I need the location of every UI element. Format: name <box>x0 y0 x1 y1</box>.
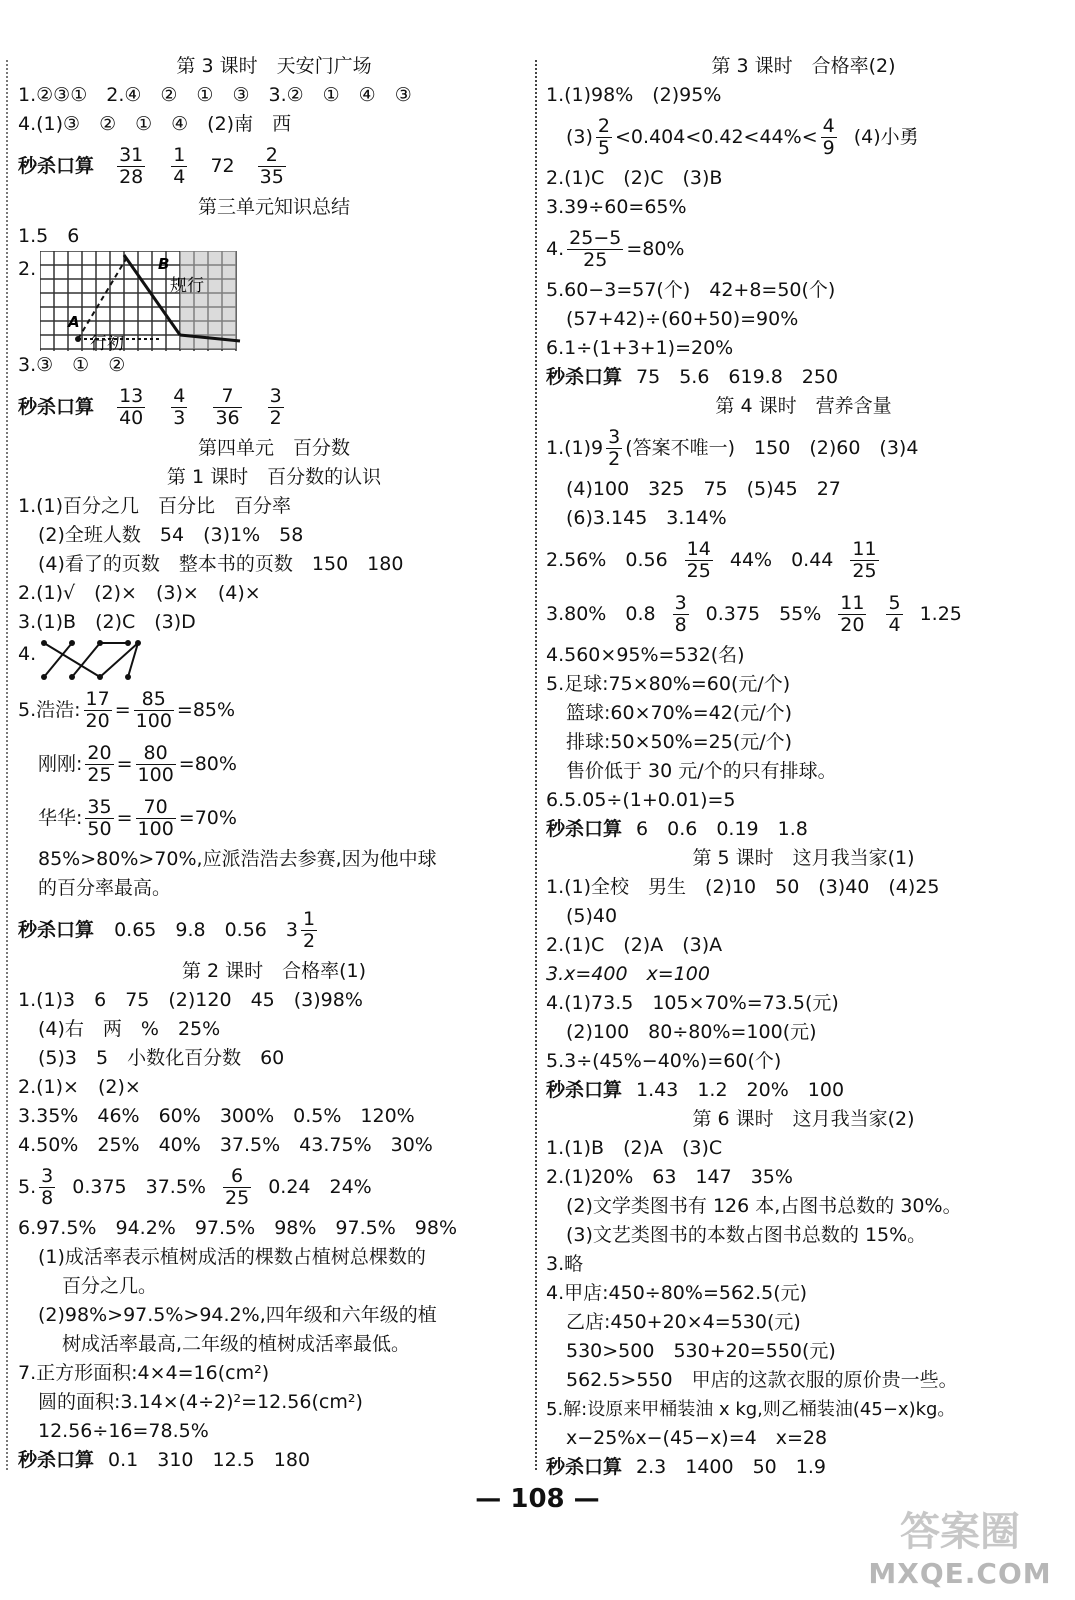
fraction: $\frac{31}{28}$ <box>119 144 144 188</box>
answer-line: (4)右 两 % 25% <box>38 1018 221 1040</box>
kousuan-line <box>18 380 530 434</box>
answer-line: 1.(1)B (2)A (3)C <box>546 1137 723 1159</box>
answer-line: 圆的面积:3.14×(4÷2)²=12.56(cm²) <box>38 1391 363 1413</box>
section-title: 第 4 课时 营养含量 <box>715 395 892 417</box>
kousuan-label: 秒杀口算 <box>18 155 95 177</box>
kousuan-line <box>18 139 530 193</box>
answer-line: 3.39÷60=65% <box>546 196 687 218</box>
fraction: $\frac{7}{36}$ <box>215 385 240 429</box>
answer-line: 5.足球:75×80%=60(元/个) <box>546 673 791 695</box>
kousuan-label: 秒杀口算 <box>546 366 623 388</box>
answer-line: 530>500 530+20=550(元) <box>566 1340 836 1362</box>
answer-line: (2)文学类图书有 126 本,占图书总数的 30%。 <box>566 1195 962 1217</box>
answer-line: 的百分率最高。 <box>38 877 172 899</box>
kousuan-label: 秒杀口算 <box>546 1456 623 1478</box>
kousuan-line: 秒杀口算 75 5.6 619.8 250 <box>546 366 839 388</box>
fraction: $\frac{13}{40}$ <box>119 385 144 429</box>
answer-line: (5)40 <box>566 905 618 927</box>
left-edge-dotted-line <box>6 60 8 1470</box>
fraction: $\frac{14}{25}$ <box>686 538 711 582</box>
answer-line: 5.浩浩: $\frac{17}{20}$ = $\frac{85}{100}$ =85% <box>18 688 236 732</box>
answer-line: 5. $\frac{3}{8}$ 0.375 37.5% $\frac{6}{25}$ 0.24 24% <box>18 1165 372 1209</box>
fraction: $\frac{2}{5}$ <box>597 115 611 159</box>
kousuan-line: 秒杀口算 2.3 1400 50 1.9 <box>546 1456 826 1478</box>
watermark-text: 答案圈 <box>900 1509 1020 1555</box>
section-title: 第 5 课时 这月我当家(1) <box>692 847 915 869</box>
kousuan-line: 秒杀口算 1.43 1.2 20% 100 <box>546 1079 845 1101</box>
fraction: $\frac{3}{8}$ <box>674 592 687 636</box>
fraction: $\frac{17}{20}$ <box>85 688 110 732</box>
section-title: 第 1 课时 百分数的认识 <box>166 466 382 488</box>
answer-line: 2.(1)20% 63 147 35% <box>546 1166 793 1188</box>
answer-line: (1)成活率表示植树成活的棵数占植树总棵数的 <box>38 1246 426 1268</box>
answer-line: 6.97.5% 94.2% 97.5% 98% 97.5% 98% <box>18 1217 458 1239</box>
answer-line: (3) $\frac{2}{5}$ <0.404<0.42<44%< $\frac{4}{9}$ (4)小勇 <box>566 115 919 159</box>
answer-line: 篮球:60×70%=42(元/个) <box>566 702 793 724</box>
section-title: 第 3 课时 合格率(2) <box>711 55 896 77</box>
answer-line: 562.5>550 甲店的这款衣服的原价贵一些。 <box>566 1369 958 1391</box>
section-title: 第 2 课时 合格率(1) <box>181 960 367 982</box>
kousuan-label: 秒杀口算 <box>546 1079 623 1101</box>
answer-line: 6.1÷(1+3+1)=20% <box>546 337 734 359</box>
answer-line: (2)100 80÷80%=100(元) <box>566 1021 817 1043</box>
fraction: $\frac{11}{20}$ <box>840 592 865 636</box>
answer-line: 3.(1)B (2)C (3)D <box>18 611 196 633</box>
kousuan-label: 秒杀口算 <box>18 1449 95 1471</box>
kousuan-line: 秒杀口算 0.65 9.8 0.56 3 $\frac{1}{2}$ <box>18 908 316 952</box>
answer-line: 4.(1)73.5 105×70%=73.5(元) <box>546 992 839 1014</box>
answer-line: 2.56% 0.56 $\frac{14}{25}$ 44% 0.44 $\frac{11}{25}$ <box>546 538 877 582</box>
answer-line: 售价低于 30 元/个的只有排球。 <box>566 760 837 782</box>
answer-line: 1.(1)98% (2)95% <box>546 84 722 106</box>
answer-line: 4.560×95%=532(名) <box>546 644 745 666</box>
fraction: $\frac{1}{4}$ <box>173 144 186 188</box>
answer-line: 树成活率最高,二年级的植树成活率最低。 <box>62 1333 411 1355</box>
kousuan-line: 秒杀口算 0.1 310 12.5 180 <box>18 1449 311 1471</box>
answer-line: (3)文艺类图书的本数占图书总数的 15%。 <box>566 1224 927 1246</box>
answer-line: (2)98%>97.5%>94.2%,四年级和六年级的植 <box>38 1304 437 1326</box>
fraction: $\frac{6}{25}$ <box>225 1165 250 1209</box>
section-title: 第 3 课时 天安门广场 <box>176 55 372 77</box>
answer-line: 3.③ ① ② <box>18 354 126 376</box>
answer-line: 1.(1)3 6 75 (2)120 45 (3)98% <box>18 989 363 1011</box>
road-label: 规行 <box>170 276 204 296</box>
fraction: $\frac{35}{50}$ <box>87 796 112 840</box>
answer-line: 5.3÷(45%−40%)=60(个) <box>546 1050 782 1072</box>
matching-lines-figure <box>38 637 158 683</box>
answer-line: 2.(1)× (2)× <box>18 1076 141 1098</box>
fraction: $\frac{5}{4}$ <box>888 592 901 636</box>
answer-line: 6.5.05÷(1+0.01)=5 <box>546 789 736 811</box>
kousuan-label: 秒杀口算 <box>18 919 95 941</box>
answer-line: 4.甲店:450÷80%=562.5(元) <box>546 1282 808 1304</box>
answer-line: 2.(1)C (2)C (3)B <box>546 167 723 189</box>
answer-line: 1.(1)百分之几 百分比 百分率 <box>18 495 292 517</box>
unit-title: 第四单元 百分数 <box>197 437 350 459</box>
fraction: $\frac{80}{100}$ <box>137 742 174 786</box>
page-number: — 108 — <box>475 1484 600 1514</box>
answer-line: 1.5 6 <box>18 225 80 247</box>
road-label: 行初 <box>90 334 124 351</box>
answer-line: 7.正方形面积:4×4=16(cm²) <box>18 1362 270 1384</box>
answer-line: 3.35% 46% 60% 300% 0.5% 120% <box>18 1105 415 1127</box>
left-column <box>18 52 530 1475</box>
fraction: $\frac{25-5}{25}$ <box>569 227 622 271</box>
point-a-label: A <box>68 313 80 331</box>
answer-line: (4)100 325 75 (5)45 27 <box>566 478 841 500</box>
answer-line: (5)3 5 小数化百分数 60 <box>38 1047 285 1069</box>
watermark-logo <box>860 1500 1060 1590</box>
fraction: $\frac{4}{3}$ <box>173 385 186 429</box>
answer-line: 4. $\frac{25-5}{25}$ =80% <box>546 227 685 271</box>
fraction: $\frac{4}{9}$ <box>822 115 835 159</box>
point-b-label: B <box>158 255 170 273</box>
column-divider <box>535 60 537 1470</box>
fraction: $\frac{70}{100}$ <box>137 796 174 840</box>
question-label: 2. <box>18 258 37 280</box>
fraction: $\frac{3}{8}$ <box>41 1165 54 1209</box>
fraction: $\frac{3}{2}$ <box>269 385 282 429</box>
answer-line: (4)看了的页数 整本书的页数 150 180 <box>38 553 404 575</box>
section-title: 第 6 课时 这月我当家(2) <box>692 1108 915 1130</box>
answer-line: 3.x=400 x=100 <box>546 963 710 985</box>
fraction: $\frac{1}{2}$ <box>302 908 316 952</box>
answer-line: 3.80% 0.8 $\frac{3}{8}$ 0.375 55% $\frac{11}{20}$ $\frac{5}{4}$ 1.25 <box>546 592 962 636</box>
answer-line: 百分之几。 <box>62 1275 158 1297</box>
answer-line: 4.50% 25% 40% 37.5% 43.75% 30% <box>18 1134 433 1156</box>
matching-figure-line <box>18 637 530 683</box>
fraction: $\frac{20}{25}$ <box>87 742 112 786</box>
answer-line: (2)全班人数 54 (3)1% 58 <box>38 524 304 546</box>
watermark-url: MXQE.COM <box>868 1557 1052 1590</box>
answer-line: 排球:50×50%=25(元/个) <box>566 731 793 753</box>
grid-route-figure <box>40 251 245 351</box>
kousuan-label: 秒杀口算 <box>18 396 95 418</box>
fraction: $\frac{2}{35}$ <box>259 144 284 188</box>
fraction: $\frac{85}{100}$ <box>135 688 172 732</box>
answer-line: 乙店:450+20×4=530(元) <box>566 1311 801 1333</box>
grid-figure-line <box>18 251 530 351</box>
answer-line: 5.60−3=57(个) 42+8=50(个) <box>546 279 836 301</box>
answer-line: 85%>80%>70%,应派浩浩去参赛,因为他中球 <box>38 848 437 870</box>
question-label: 4. <box>18 643 37 665</box>
section-title: 第三单元知识总结 <box>197 196 350 218</box>
answer-line: 2.(1)√ (2)× (3)× (4)× <box>18 582 261 604</box>
answer-line: 1.(1)9 $\frac{3}{2}$ (答案不唯一) 150 (2)60 (3)4 <box>546 426 919 470</box>
answer-line: 刚刚: $\frac{20}{25}$ = $\frac{80}{100}$ =80% <box>38 742 237 786</box>
value: 72 <box>210 155 235 177</box>
answer-line: 3.略 <box>546 1253 584 1275</box>
answer-line: 华华: $\frac{35}{50}$ = $\frac{70}{100}$ =70% <box>38 796 237 840</box>
answer-line: (57+42)÷(60+50)=90% <box>566 308 799 330</box>
answer-line: 2.(1)C (2)A (3)A <box>546 934 723 956</box>
fraction: $\frac{3}{2}$ <box>608 426 621 470</box>
answer-line: 4.(1)③ ② ① ④ (2)南 西 <box>18 113 292 135</box>
answer-line: (6)3.145 3.14% <box>566 507 727 529</box>
right-column <box>546 52 1061 1482</box>
answer-line: x−25%x−(45−x)=4 x=28 <box>566 1427 828 1449</box>
answer-line: 1.(1)全校 男生 (2)10 50 (3)40 (4)25 <box>546 876 940 898</box>
fraction: $\frac{11}{25}$ <box>852 538 877 582</box>
answer-line: 1.②③① 2.④ ② ① ③ 3.② ① ④ ③ <box>18 84 412 106</box>
kousuan-line: 秒杀口算 6 0.6 0.19 1.8 <box>546 818 808 840</box>
answer-line: 5.解:设原来甲桶装油 x kg,则乙桶装油(45−x)kg。 <box>546 1399 956 1420</box>
answer-line: 12.56÷16=78.5% <box>38 1420 209 1442</box>
kousuan-label: 秒杀口算 <box>546 818 623 840</box>
